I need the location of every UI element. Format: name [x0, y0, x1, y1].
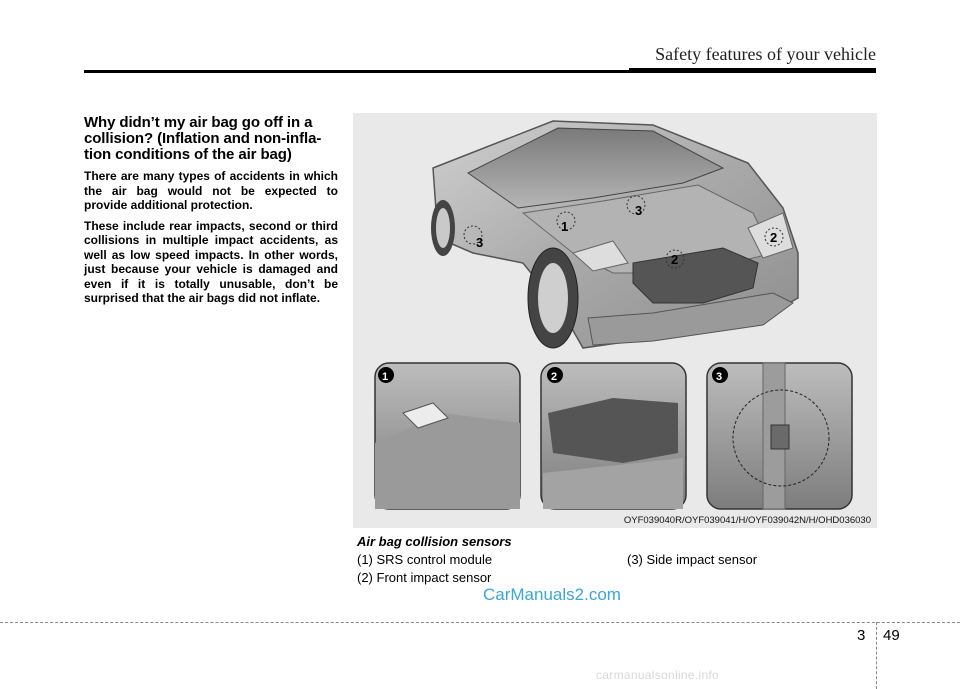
- svg-text:2: 2: [770, 230, 778, 245]
- caption-item-1: (1) SRS control module: [357, 552, 493, 567]
- header-rule: [84, 70, 629, 73]
- caption-title: Air bag collision sensors: [357, 534, 512, 549]
- figure-code: OYF039040R/OYF039041/H/OYF039042N/H/OHD036030: [623, 515, 871, 526]
- chapter-number: 3: [857, 627, 866, 644]
- footer-vertical-divider: [876, 622, 877, 689]
- inset-side-sensor: [707, 363, 852, 509]
- page-header-title: Safety features of your vehicle: [655, 44, 876, 64]
- caption-item-2: (2) Front impact sensor: [357, 570, 492, 585]
- footer-divider: [0, 622, 960, 623]
- section-heading: Why didn’t my air bag go off in a collision? (Inflation and non-inflation conditions of the air bag): [84, 114, 322, 163]
- caption-item-3: (3) Side impact sensor: [627, 552, 758, 567]
- car-illustration: [353, 113, 877, 528]
- watermark-link[interactable]: CarManuals2.com: [483, 585, 621, 604]
- text-column: [84, 115, 338, 312]
- car-body: [431, 121, 798, 348]
- airbag-sensor-figure: [353, 113, 877, 528]
- svg-text:2: 2: [551, 371, 558, 383]
- svg-text:3: 3: [476, 235, 484, 250]
- svg-text:1: 1: [382, 371, 389, 383]
- page-number: 49: [883, 627, 900, 644]
- svg-text:1: 1: [561, 219, 569, 234]
- svg-text:3: 3: [635, 203, 643, 218]
- inset-srs-module: [375, 363, 520, 509]
- figure-caption: [357, 533, 877, 587]
- paragraph-2: These include rear impacts, second or third collisions in multiple impact accidents, as well as low speed impacts. In other words, just because your vehicle is damaged and even if it is totally unusable, don’t be surprised that the air bags did not inflate.: [84, 218, 338, 305]
- paragraph-1: There are many types of accidents in which the air bag would not be expected to provide additional protection.: [84, 169, 338, 212]
- inset-front-sensor: [541, 363, 686, 509]
- footer-watermark: carmanualsonline.info: [596, 668, 720, 682]
- svg-text:3: 3: [716, 371, 723, 383]
- svg-text:2: 2: [671, 252, 679, 267]
- header-rule-right: [629, 68, 876, 73]
